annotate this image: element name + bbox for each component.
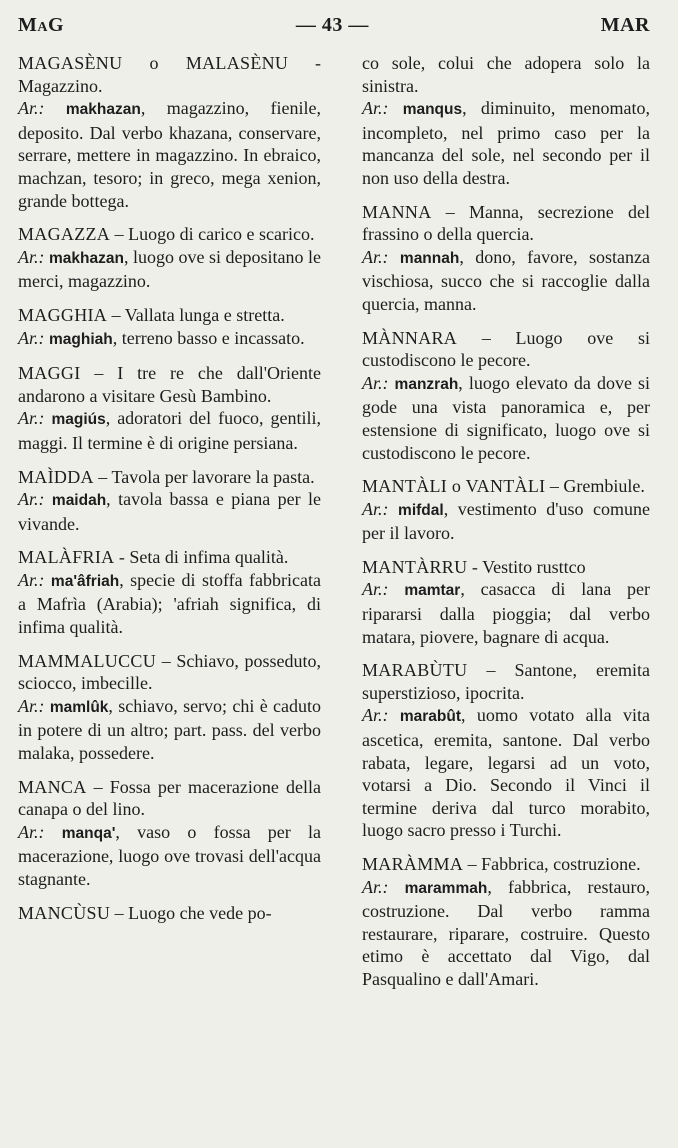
arabic-word: maghiah [49, 330, 113, 348]
entry-definition-line [18, 650, 321, 695]
arabic-word: manqa' [61, 824, 116, 842]
dictionary-entry [18, 52, 321, 212]
dictionary-entry [18, 362, 321, 454]
etymology-text: , casacca di lana per ripararsi dalla pioggia; dal verbo matara, piovere, bagnare di acqua. [362, 579, 651, 647]
entry-etymology [362, 578, 650, 648]
etymology-label: Ar.: [18, 98, 45, 119]
left-column [18, 52, 321, 935]
entry-definition: – Schiavo, posseduto, sciocco, imbecille. [18, 650, 321, 694]
etymology-label: Ar.: [362, 876, 389, 897]
entry-headword: MAGAZZA [18, 224, 111, 245]
header-left-guide-word: MaG [18, 13, 65, 36]
entry-definition: – Fossa per macerazione della canapa o del lino. [18, 776, 321, 820]
entry-definition-line [18, 362, 321, 407]
etymology-text: , dono, favore, sostanza vischiosa, succo che si raccoglie dalla quercia, manna. [362, 246, 650, 314]
entry-definition: – Luogo di carico e scarico. [110, 224, 315, 245]
entry-definition-line [362, 475, 650, 498]
etymology-label: Ar.: [362, 98, 389, 119]
entry-definition-line [18, 776, 321, 821]
dictionary-entry [18, 902, 321, 925]
etymology-label: Ar.: [362, 246, 389, 267]
entry-definition-line [18, 223, 321, 246]
dictionary-entry [18, 776, 321, 891]
entry-definition: – Grembiule. [545, 476, 645, 497]
etymology-text: , magazzino, fienile, deposito. Dal verbo khazana, conservare, serrare, mettere in magazzino. In ebraico, machzan, tesoro; in greco, mega xenion, grande bottega. [18, 98, 322, 211]
entry-etymology [18, 821, 321, 891]
etymology-text: , vaso o fossa per la macerazione, luogo ove trovasi dell'acqua stagnante. [18, 821, 321, 889]
etymology-label: Ar.: [18, 246, 45, 267]
page-header [18, 10, 650, 40]
entry-etymology [18, 327, 321, 352]
entry-definition: co sole, colui che adopera solo la sinistra. [362, 53, 650, 96]
etymology-text: , luogo elevato da dove si gode una vista panoramica e, per estensione di significato, luogo ove si custodiscono le pecore. [362, 372, 650, 463]
entry-definition-line [362, 853, 650, 876]
entry-etymology [18, 246, 321, 293]
entry-definition-line [18, 466, 321, 489]
entry-definition: – I tre re che dall'Oriente andarono a visitare Gesù Bambino. [18, 363, 321, 406]
etymology-text: , vestimento d'uso comune per il lavoro. [362, 498, 650, 544]
entry-definition-line [362, 327, 650, 372]
entry-etymology [18, 488, 321, 535]
etymology-text: , uomo votato alla vita ascetica, eremita, santone. Dal verbo rabata, legare, legarsi ad un voto, votarsi a Dio. Secondo il Vinci il termine deriva dal turco morabito, luogo sacro presso i Turchi. [362, 705, 650, 841]
entry-etymology [362, 498, 650, 545]
entry-headword: MAMMALUCCU [18, 650, 157, 671]
entry-definition-line [362, 659, 650, 704]
entry-definition: – Manna, secrezione del frassino o della quercia. [362, 201, 650, 245]
entry-definition-line [362, 52, 650, 97]
arabic-word: ma'âfriah [50, 572, 120, 590]
entry-definition-line [18, 902, 321, 925]
entry-definition: - Magazzino. [18, 53, 321, 96]
entry-headword: MANCÙSU [18, 902, 111, 923]
dictionary-entry [18, 650, 321, 765]
etymology-text: , schiavo, servo; chi è caduto in potere di un altro; part. pass. del verbo malaka, possedere. [18, 695, 321, 764]
dictionary-entry [18, 546, 321, 638]
entry-headword: MAÌDDA [18, 466, 94, 487]
entry-definition: – Luogo ove si custodiscono le pecore. [362, 327, 650, 371]
entry-headword: MANNA [362, 201, 432, 222]
etymology-label: Ar.: [18, 408, 45, 429]
entry-etymology [362, 876, 650, 991]
dictionary-entry [362, 475, 650, 545]
entry-definition-line [362, 201, 650, 246]
page-number: — 43 — [295, 13, 369, 36]
etymology-text: , fabbrica, restauro, costruzione. Dal verbo ramma restaurare, riparare, costruire. Questo etimo è accettato dal Vigo, dal Pasqualino e dall'Amari. [362, 876, 651, 989]
etymology-text: , diminuito, menomato, incompleto, nel primo caso per la mancanza del sole, nel secondo per il non uso della destra. [362, 98, 650, 188]
etymology-label: Ar.: [362, 498, 389, 519]
entry-etymology [362, 704, 650, 842]
entry-headword: MALÀFRIA [18, 547, 115, 568]
dictionary-entry [18, 466, 321, 536]
entry-definition: – Santone, eremita superstizioso, ipocrita. [362, 660, 650, 703]
dictionary-entry [362, 556, 650, 648]
etymology-text: , luogo ove si depositano le merci, magazzino. [18, 246, 321, 292]
etymology-label: Ar.: [362, 705, 389, 726]
arabic-word: maidah [51, 492, 107, 510]
entry-definition: – Fabbrica, costruzione. [463, 854, 641, 874]
entry-headword: MAGASÈNU o MALASÈNU [18, 53, 289, 73]
entry-definition: – Tavola per lavorare la pasta. [93, 466, 315, 487]
etymology-label: Ar.: [18, 327, 45, 348]
entry-headword: MAGGHIA [18, 304, 108, 325]
etymology-label: Ar.: [18, 695, 45, 716]
entry-headword: MANCA [18, 776, 87, 797]
entry-definition-line [18, 52, 321, 97]
arabic-word: mamlûk [49, 698, 109, 716]
entry-definition: - Seta di infima qualità. [114, 547, 289, 568]
arabic-word: mifdal [398, 501, 444, 519]
arabic-word: mannah [399, 249, 460, 267]
entry-headword: MARABÙTU [362, 660, 468, 681]
arabic-word: mamtar [404, 582, 461, 600]
arabic-word: marammah [404, 879, 488, 897]
arabic-word: makhazan [49, 249, 124, 267]
dictionary-entry [362, 201, 650, 316]
etymology-text: , adoratori del fuoco, gentili, maggi. Il termine è di origine persiana. [18, 408, 322, 453]
entry-definition: – Vallata lunga e stretta. [107, 304, 285, 325]
arabic-word: marabût [399, 708, 462, 726]
entry-definition: – Luogo che vede po- [110, 902, 272, 923]
etymology-text: , specie di stoffa fabbricata a Mafrìa (Arabia); 'afriah significa, di infima qualità. [18, 569, 321, 638]
header-right-guide-word: MAR [600, 13, 650, 36]
dictionary-entry [18, 304, 321, 351]
etymology-label: Ar.: [18, 569, 45, 590]
arabic-word: manzrah [394, 375, 459, 393]
entry-headword: MANTÀRRU [362, 556, 468, 577]
right-column [362, 52, 650, 1002]
entry-etymology [18, 407, 321, 454]
dictionary-entry [18, 223, 321, 293]
entry-definition: - Vestito rusttco [467, 556, 586, 577]
arabic-word: magiús [51, 411, 106, 429]
dictionary-entry [362, 327, 650, 465]
arabic-word: manqus [402, 101, 463, 119]
entry-etymology [362, 246, 650, 316]
entry-etymology [362, 372, 650, 464]
entry-definition-line [18, 546, 321, 569]
entry-headword: MÀNNARA [362, 327, 458, 348]
dictionary-entry [362, 659, 650, 842]
etymology-label: Ar.: [362, 579, 389, 600]
etymology-label: Ar.: [362, 372, 389, 393]
etymology-text: , terreno basso e incassato. [112, 327, 305, 348]
entry-definition-line [18, 304, 321, 327]
dictionary-entry [362, 853, 650, 991]
entry-headword: MAGGI [18, 363, 81, 384]
etymology-label: Ar.: [18, 489, 45, 510]
arabic-word: makhazan [65, 101, 141, 119]
dictionary-entry [362, 52, 650, 190]
entry-headword: MARÀMMA [362, 854, 464, 874]
etymology-text: , tavola bassa e piana per le vivande. [18, 489, 321, 534]
entry-etymology [18, 97, 321, 212]
entry-headword: MANTÀLI o VANTÀLI [362, 476, 546, 497]
entry-etymology [18, 695, 321, 765]
entry-etymology [362, 97, 650, 189]
etymology-label: Ar.: [18, 821, 45, 842]
entry-definition-line [362, 556, 650, 579]
entry-etymology [18, 569, 321, 639]
